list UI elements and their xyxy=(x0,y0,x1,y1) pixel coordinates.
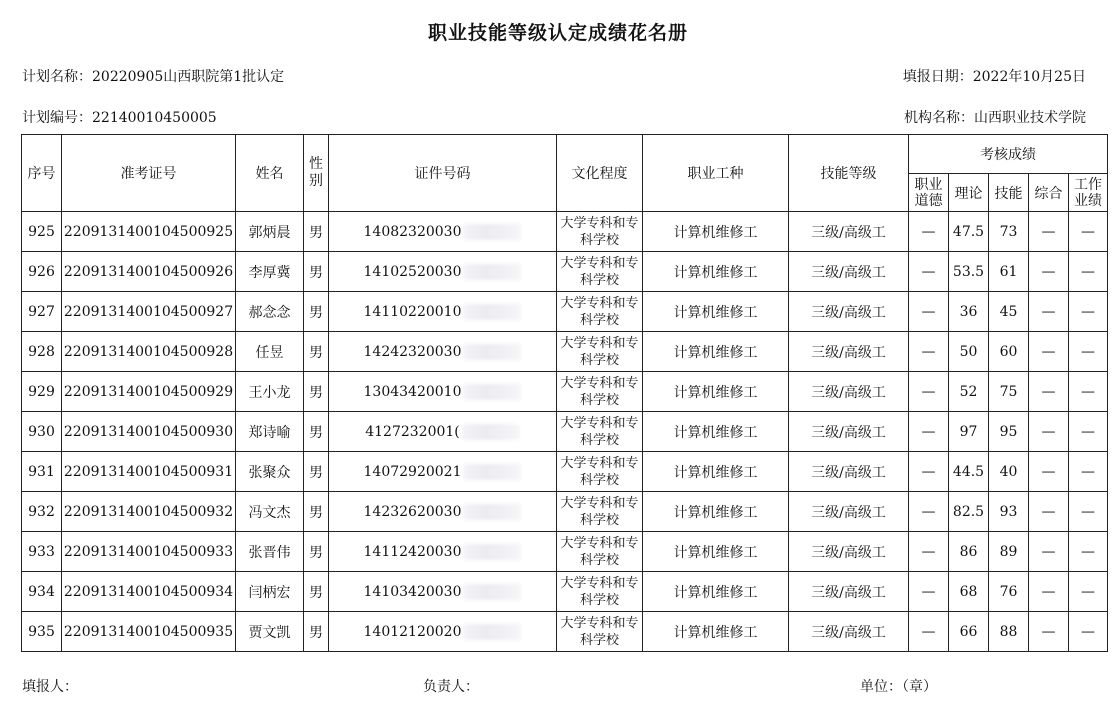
table-row xyxy=(22,212,1108,252)
cell-theory: 50 xyxy=(949,332,989,372)
table-row xyxy=(22,452,1108,492)
cell-exam-no: 2209131400104500934 xyxy=(62,572,236,612)
id-number-text: 14112420030 xyxy=(363,543,462,560)
footer-filler: 填报人： xyxy=(22,679,78,695)
cell-occupation: 计算机维修工 xyxy=(643,332,789,372)
page-title: 职业技能等级认定成绩花名册 xyxy=(427,22,688,44)
cell-exam-no: 2209131400104500931 xyxy=(62,452,236,492)
cell-id-no xyxy=(329,412,557,452)
cell-exam-no: 2209131400104500930 xyxy=(62,412,236,452)
id-number-text: 14103420030 xyxy=(363,583,462,600)
cell-seq: 927 xyxy=(22,292,62,332)
score-roster-table xyxy=(21,134,1108,652)
cell-gender: 男 xyxy=(304,252,329,292)
cell-education: 大学专科和专科学校 xyxy=(557,412,643,452)
cell-comprehensive: — xyxy=(1029,412,1069,452)
id-number-text: 14072920021 xyxy=(363,463,462,480)
cell-ethics: — xyxy=(909,372,949,412)
id-number-text: 14232620030 xyxy=(363,503,462,520)
id-number-text: 14242320030 xyxy=(363,343,462,360)
id-number-text: 14012120020 xyxy=(363,623,462,640)
redaction-blur xyxy=(463,344,521,360)
cell-name: 郑诗喻 xyxy=(236,412,304,452)
cell-work-performance: — xyxy=(1069,412,1108,452)
cell-work-performance: — xyxy=(1069,332,1108,372)
cell-ethics: — xyxy=(909,492,949,532)
id-number-text: 13043420010 xyxy=(363,383,462,400)
redaction-blur xyxy=(463,384,521,400)
cell-gender: 男 xyxy=(304,612,329,652)
cell-occupation: 计算机维修工 xyxy=(643,532,789,572)
header-level: 技能等级 xyxy=(789,135,909,212)
header-gender: 性别 xyxy=(304,135,329,212)
redaction-blur xyxy=(463,224,521,240)
cell-occupation: 计算机维修工 xyxy=(643,612,789,652)
table-row xyxy=(22,492,1108,532)
cell-gender: 男 xyxy=(304,212,329,252)
cell-occupation: 计算机维修工 xyxy=(643,292,789,332)
header-occupation: 职业工种 xyxy=(643,135,789,212)
cell-ethics: — xyxy=(909,332,949,372)
org-name: 机构名称：山西职业技术学院 xyxy=(904,110,1086,126)
cell-level: 三级/高级工 xyxy=(789,532,909,572)
cell-name: 王小龙 xyxy=(236,372,304,412)
cell-theory: 52 xyxy=(949,372,989,412)
cell-ethics: — xyxy=(909,412,949,452)
cell-level: 三级/高级工 xyxy=(789,412,909,452)
cell-gender: 男 xyxy=(304,492,329,532)
cell-occupation: 计算机维修工 xyxy=(643,372,789,412)
cell-skill: 45 xyxy=(989,292,1029,332)
cell-skill: 60 xyxy=(989,332,1029,372)
cell-id-no xyxy=(329,372,557,412)
cell-work-performance: — xyxy=(1069,372,1108,412)
report-date: 填报日期：2022年10月25日 xyxy=(902,69,1086,85)
table-row xyxy=(22,332,1108,372)
table-row xyxy=(22,372,1108,412)
cell-occupation: 计算机维修工 xyxy=(643,572,789,612)
cell-education: 大学专科和专科学校 xyxy=(557,452,643,492)
cell-exam-no: 2209131400104500925 xyxy=(62,212,236,252)
cell-work-performance: — xyxy=(1069,572,1108,612)
cell-level: 三级/高级工 xyxy=(789,372,909,412)
cell-level: 三级/高级工 xyxy=(789,212,909,252)
cell-comprehensive: — xyxy=(1029,292,1069,332)
cell-id-no xyxy=(329,212,557,252)
cell-skill: 89 xyxy=(989,532,1029,572)
cell-level: 三级/高级工 xyxy=(789,492,909,532)
table-row xyxy=(22,612,1108,652)
cell-level: 三级/高级工 xyxy=(789,292,909,332)
cell-education: 大学专科和专科学校 xyxy=(557,492,643,532)
redaction-blur xyxy=(463,504,521,520)
cell-seq: 933 xyxy=(22,532,62,572)
cell-comprehensive: — xyxy=(1029,532,1069,572)
header-education: 文化程度 xyxy=(557,135,643,212)
footer-unit-seal: 单位：（章） xyxy=(860,679,937,695)
redaction-blur xyxy=(463,544,521,560)
cell-occupation: 计算机维修工 xyxy=(643,452,789,492)
cell-skill: 95 xyxy=(989,412,1029,452)
cell-id-no xyxy=(329,492,557,532)
table-row xyxy=(22,252,1108,292)
cell-skill: 76 xyxy=(989,572,1029,612)
cell-occupation: 计算机维修工 xyxy=(643,252,789,292)
header-ethics: 职业道德 xyxy=(909,174,949,212)
cell-level: 三级/高级工 xyxy=(789,572,909,612)
cell-theory: 68 xyxy=(949,572,989,612)
footer-responsible: 负责人： xyxy=(423,679,479,695)
cell-theory: 82.5 xyxy=(949,492,989,532)
cell-theory: 36 xyxy=(949,292,989,332)
cell-theory: 44.5 xyxy=(949,452,989,492)
cell-theory: 66 xyxy=(949,612,989,652)
cell-comprehensive: — xyxy=(1029,372,1069,412)
header-theory: 理论 xyxy=(949,174,989,212)
cell-occupation: 计算机维修工 xyxy=(643,212,789,252)
cell-theory: 53.5 xyxy=(949,252,989,292)
redaction-blur xyxy=(463,584,521,600)
cell-seq: 930 xyxy=(22,412,62,452)
cell-level: 三级/高级工 xyxy=(789,612,909,652)
cell-skill: 73 xyxy=(989,212,1029,252)
cell-name: 郭炳晨 xyxy=(236,212,304,252)
cell-name: 张晋伟 xyxy=(236,532,304,572)
cell-work-performance: — xyxy=(1069,252,1108,292)
header-skill: 技能 xyxy=(989,174,1029,212)
cell-level: 三级/高级工 xyxy=(789,252,909,292)
cell-ethics: — xyxy=(909,612,949,652)
cell-seq: 931 xyxy=(22,452,62,492)
cell-exam-no: 2209131400104500935 xyxy=(62,612,236,652)
plan-number: 计划编号：22140010450005 xyxy=(22,110,217,126)
cell-ethics: — xyxy=(909,572,949,612)
header-seq: 序号 xyxy=(22,135,62,212)
cell-work-performance: — xyxy=(1069,532,1108,572)
redaction-blur xyxy=(463,624,521,640)
id-number-text: 14110220010 xyxy=(363,303,462,320)
redaction-blur xyxy=(463,264,521,280)
cell-work-performance: — xyxy=(1069,612,1108,652)
cell-work-performance: — xyxy=(1069,492,1108,532)
cell-skill: 61 xyxy=(989,252,1029,292)
cell-education: 大学专科和专科学校 xyxy=(557,572,643,612)
cell-theory: 97 xyxy=(949,412,989,452)
cell-exam-no: 2209131400104500929 xyxy=(62,372,236,412)
cell-name: 冯文杰 xyxy=(236,492,304,532)
cell-gender: 男 xyxy=(304,332,329,372)
cell-gender: 男 xyxy=(304,452,329,492)
cell-comprehensive: — xyxy=(1029,212,1069,252)
cell-name: 李厚冀 xyxy=(236,252,304,292)
cell-education: 大学专科和专科学校 xyxy=(557,212,643,252)
redaction-blur xyxy=(463,464,521,480)
cell-education: 大学专科和专科学校 xyxy=(557,252,643,292)
cell-gender: 男 xyxy=(304,572,329,612)
cell-name: 张聚众 xyxy=(236,452,304,492)
cell-occupation: 计算机维修工 xyxy=(643,492,789,532)
cell-theory: 47.5 xyxy=(949,212,989,252)
cell-education: 大学专科和专科学校 xyxy=(557,612,643,652)
cell-skill: 88 xyxy=(989,612,1029,652)
cell-comprehensive: — xyxy=(1029,252,1069,292)
redaction-blur xyxy=(462,424,520,440)
cell-seq: 928 xyxy=(22,332,62,372)
id-number-text: 14102520030 xyxy=(363,263,462,280)
cell-ethics: — xyxy=(909,252,949,292)
cell-seq: 926 xyxy=(22,252,62,292)
cell-seq: 929 xyxy=(22,372,62,412)
cell-skill: 40 xyxy=(989,452,1029,492)
cell-exam-no: 2209131400104500926 xyxy=(62,252,236,292)
cell-seq: 932 xyxy=(22,492,62,532)
cell-seq: 935 xyxy=(22,612,62,652)
cell-gender: 男 xyxy=(304,292,329,332)
cell-id-no xyxy=(329,332,557,372)
cell-work-performance: — xyxy=(1069,292,1108,332)
cell-id-no xyxy=(329,532,557,572)
cell-skill: 93 xyxy=(989,492,1029,532)
cell-comprehensive: — xyxy=(1029,332,1069,372)
cell-name: 贾文凯 xyxy=(236,612,304,652)
cell-theory: 86 xyxy=(949,532,989,572)
cell-education: 大学专科和专科学校 xyxy=(557,292,643,332)
cell-gender: 男 xyxy=(304,532,329,572)
header-comprehensive: 综合 xyxy=(1029,174,1069,212)
table-row xyxy=(22,412,1108,452)
cell-name: 郝念念 xyxy=(236,292,304,332)
cell-seq: 934 xyxy=(22,572,62,612)
header-exam-no: 准考证号 xyxy=(62,135,236,212)
cell-level: 三级/高级工 xyxy=(789,332,909,372)
header-work-performance: 工作业绩 xyxy=(1069,174,1108,212)
cell-education: 大学专科和专科学校 xyxy=(557,532,643,572)
cell-ethics: — xyxy=(909,532,949,572)
cell-name: 闫柄宏 xyxy=(236,572,304,612)
table-row xyxy=(22,572,1108,612)
header-scores-group: 考核成绩 xyxy=(909,135,1108,174)
cell-level: 三级/高级工 xyxy=(789,452,909,492)
table-row xyxy=(22,292,1108,332)
cell-id-no xyxy=(329,612,557,652)
cell-exam-no: 2209131400104500928 xyxy=(62,332,236,372)
cell-id-no xyxy=(329,572,557,612)
cell-ethics: — xyxy=(909,452,949,492)
header-name: 姓名 xyxy=(236,135,304,212)
cell-id-no xyxy=(329,252,557,292)
cell-skill: 75 xyxy=(989,372,1029,412)
cell-id-no xyxy=(329,292,557,332)
cell-comprehensive: — xyxy=(1029,612,1069,652)
header-id-no: 证件号码 xyxy=(329,135,557,212)
plan-name: 计划名称：20220905山西职院第1批认定 xyxy=(22,69,285,85)
cell-work-performance: — xyxy=(1069,452,1108,492)
cell-seq: 925 xyxy=(22,212,62,252)
id-number-text: 14082320030 xyxy=(363,223,462,240)
cell-exam-no: 2209131400104500932 xyxy=(62,492,236,532)
id-number-text: 4127232001( xyxy=(365,423,460,440)
cell-education: 大学专科和专科学校 xyxy=(557,372,643,412)
cell-id-no xyxy=(329,452,557,492)
cell-gender: 男 xyxy=(304,372,329,412)
cell-ethics: — xyxy=(909,212,949,252)
cell-exam-no: 2209131400104500933 xyxy=(62,532,236,572)
cell-name: 任昱 xyxy=(236,332,304,372)
cell-comprehensive: — xyxy=(1029,492,1069,532)
cell-comprehensive: — xyxy=(1029,572,1069,612)
cell-occupation: 计算机维修工 xyxy=(643,412,789,452)
cell-gender: 男 xyxy=(304,412,329,452)
table-row xyxy=(22,532,1108,572)
cell-exam-no: 2209131400104500927 xyxy=(62,292,236,332)
cell-comprehensive: — xyxy=(1029,452,1069,492)
cell-ethics: — xyxy=(909,292,949,332)
redaction-blur xyxy=(463,304,521,320)
cell-education: 大学专科和专科学校 xyxy=(557,332,643,372)
cell-work-performance: — xyxy=(1069,212,1108,252)
